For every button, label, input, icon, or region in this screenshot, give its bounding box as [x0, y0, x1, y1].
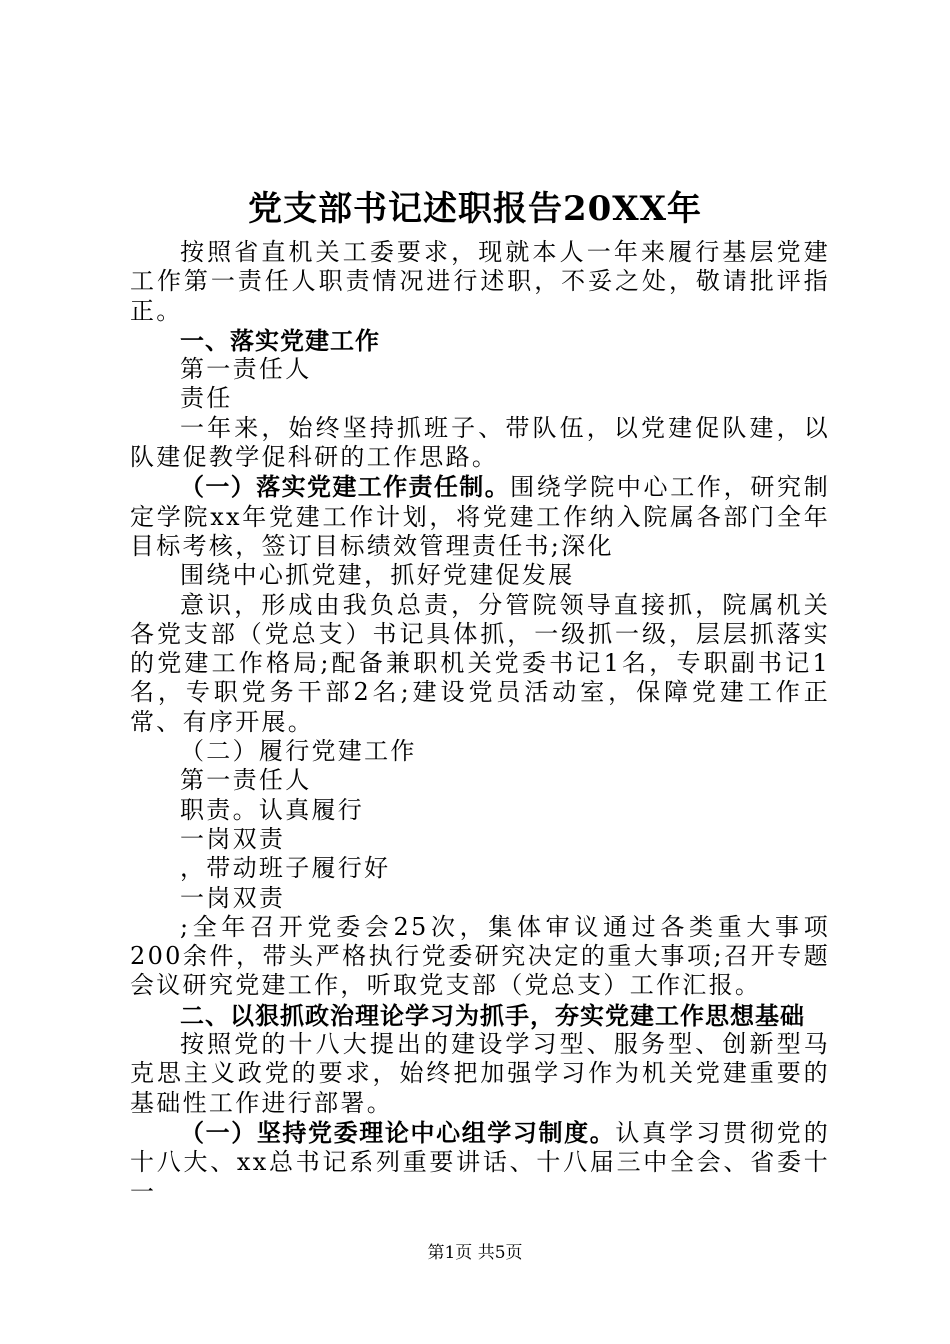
- subsection-heading: （二）履行党建工作: [180, 737, 417, 766]
- document-body: [130, 238, 830, 1207]
- body-paragraph: [130, 1118, 830, 1207]
- paragraph-text: 认真学习贯彻党的十八大、xx总书记系列重要讲话、十八届三中全会、省委十一: [130, 1118, 830, 1206]
- text-line: 职责。认真履行: [180, 795, 365, 824]
- intro-paragraph: 按照省直机关工委要求，现就本人一年来履行基层党建工作第一责任人职责情况进行述职，不妥之处，敬请批评指正。: [130, 238, 830, 325]
- paragraph-text: 围绕学院中心工作，研究制定学院xx年党建工作计划，将党建工作纳入院属各部门全年目标考核，签订目标绩效管理责任书;深化: [130, 473, 830, 560]
- text-line: 第一责任人: [180, 766, 312, 795]
- body-paragraph: 按照党的十八大提出的建设学习型、服务型、创新型马克思主义政党的要求，始终把加强学习作为机关党建重要的基础性工作进行部署。: [130, 1030, 830, 1117]
- text-line: 一岗双责: [180, 824, 286, 853]
- text-line: ，带动班子履行好: [180, 854, 391, 883]
- document-title: 党支部书记述职报告20XX年: [247, 189, 703, 229]
- body-paragraph: ;全年召开党委会25次，集体审议通过各类重大事项200余件，带头严格执行党委研究决定的重大事项;召开专题会议研究党建工作，听取党支部（党总支）工作汇报。: [130, 912, 830, 1000]
- page-footer: 第1页 共5页: [427, 1243, 523, 1263]
- body-paragraph: [130, 472, 830, 561]
- subsection-lead: （一）坚持党委理论中心组学习制度。: [180, 1117, 616, 1147]
- text-line: 责任: [180, 384, 233, 413]
- section-heading-2: 二、以狠抓政治理论学习为抓手，夯实党建工作思想基础: [180, 1000, 805, 1030]
- text-line: 一岗双责: [180, 883, 286, 912]
- body-paragraph: 意识，形成由我负总责，分管院领导直接抓，院属机关各党支部（党总支）书记具体抓，一级抓一级，层层抓落实的党建工作格局;配备兼职机关党委书记1名，专职副书记1名，专职党务干部2名;建设党员活动室，保障党建工作正常、有序开展。: [130, 590, 830, 736]
- subsection-lead: （一）落实党建工作责任制。: [180, 472, 511, 502]
- section-heading-1: 一、落实党建工作: [180, 325, 380, 355]
- text-line: 第一责任人: [180, 355, 312, 384]
- body-paragraph: 一年来，始终坚持抓班子、带队伍，以党建促队建，以队建促教学促科研的工作思路。: [130, 413, 830, 472]
- text-line: 围绕中心抓党建，抓好党建促发展: [180, 561, 575, 590]
